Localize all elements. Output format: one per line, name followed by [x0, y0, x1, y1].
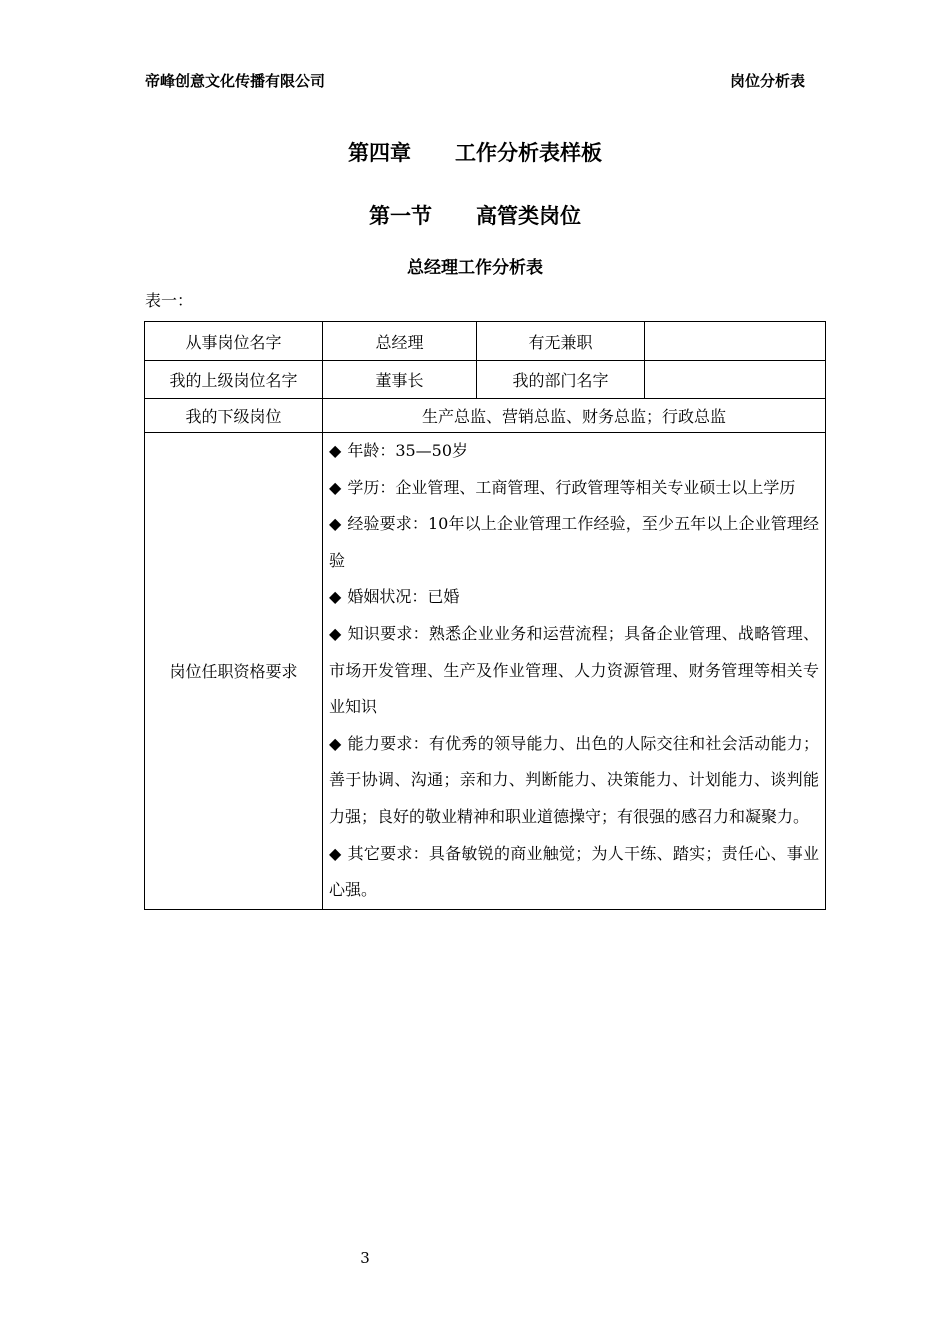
- cell-label-part-time: 有无兼职: [477, 322, 645, 361]
- diamond-bullet-icon: ◆: [329, 587, 342, 607]
- job-analysis-table: [144, 321, 826, 910]
- cell-value-position: 总经理: [323, 322, 477, 361]
- requirement-item: ◆ 知识要求：熟悉企业业务和运营流程；具备企业管理、战略管理、市场开发管理、生产及作业管理、人力资源管理、财务管理等相关专业知识: [329, 616, 819, 726]
- requirement-item: ◆ 学历：企业管理、工商管理、行政管理等相关专业硕士以上学历: [329, 470, 819, 507]
- diamond-bullet-icon: ◆: [329, 843, 342, 863]
- requirement-item: ◆ 能力要求：有优秀的领导能力、出色的人际交往和社会活动能力；善于协调、沟通；亲和力、判断能力、决策能力、计划能力、谈判能力强；良好的敬业精神和职业道德操守；有很强的感召力和凝聚力。: [329, 726, 819, 836]
- section-number: 第一节: [369, 204, 432, 228]
- table-title: 总经理工作分析表: [407, 258, 543, 278]
- diamond-bullet-icon: ◆: [329, 733, 342, 753]
- cell-value-department: [645, 361, 826, 399]
- diamond-bullet-icon: ◆: [329, 441, 342, 460]
- cell-label-requirements: 岗位任职资格要求: [145, 433, 323, 910]
- diamond-bullet-icon: ◆: [329, 623, 342, 643]
- chapter-heading: [0, 137, 950, 167]
- table-row: [145, 361, 826, 399]
- cell-value-superior: 董事长: [323, 361, 477, 399]
- table-row: [145, 433, 826, 910]
- cell-value-part-time: [645, 322, 826, 361]
- diamond-bullet-icon: ◆: [329, 477, 342, 497]
- cell-requirements-list: [323, 433, 826, 910]
- cell-label-department: 我的部门名字: [477, 361, 645, 399]
- table-row: [145, 322, 826, 361]
- header-company: 帝峰创意文化传播有限公司: [145, 72, 326, 90]
- chapter-title: 工作分析表样板: [455, 141, 602, 165]
- chapter-number: 第四章: [348, 141, 411, 165]
- header-doc-type: 岗位分析表: [729, 72, 805, 90]
- cell-label-subordinates: 我的下级岗位: [145, 399, 323, 433]
- cell-value-subordinates: 生产总监、营销总监、财务总监；行政总监: [323, 399, 826, 433]
- table-row: [145, 399, 826, 433]
- cell-label-position: 从事岗位名字: [145, 322, 323, 361]
- requirement-item: ◆ 其它要求：具备敏锐的商业触觉；为人干练、踏实；责任心、事业心强。: [329, 836, 819, 909]
- cell-label-superior: 我的上级岗位名字: [145, 361, 323, 399]
- requirement-item: ◆ 经验要求：10年以上企业管理工作经验，至少五年以上企业管理经验: [329, 506, 819, 579]
- diamond-bullet-icon: ◆: [329, 514, 342, 534]
- requirement-item: ◆ 年龄：35—50岁: [329, 433, 819, 470]
- table-label: 表一：: [145, 291, 194, 310]
- section-title: 高管类岗位: [476, 204, 581, 228]
- page-number: 3: [360, 1249, 370, 1267]
- section-heading: [0, 200, 950, 230]
- requirement-item: ◆ 婚姻状况：已婚: [329, 579, 819, 616]
